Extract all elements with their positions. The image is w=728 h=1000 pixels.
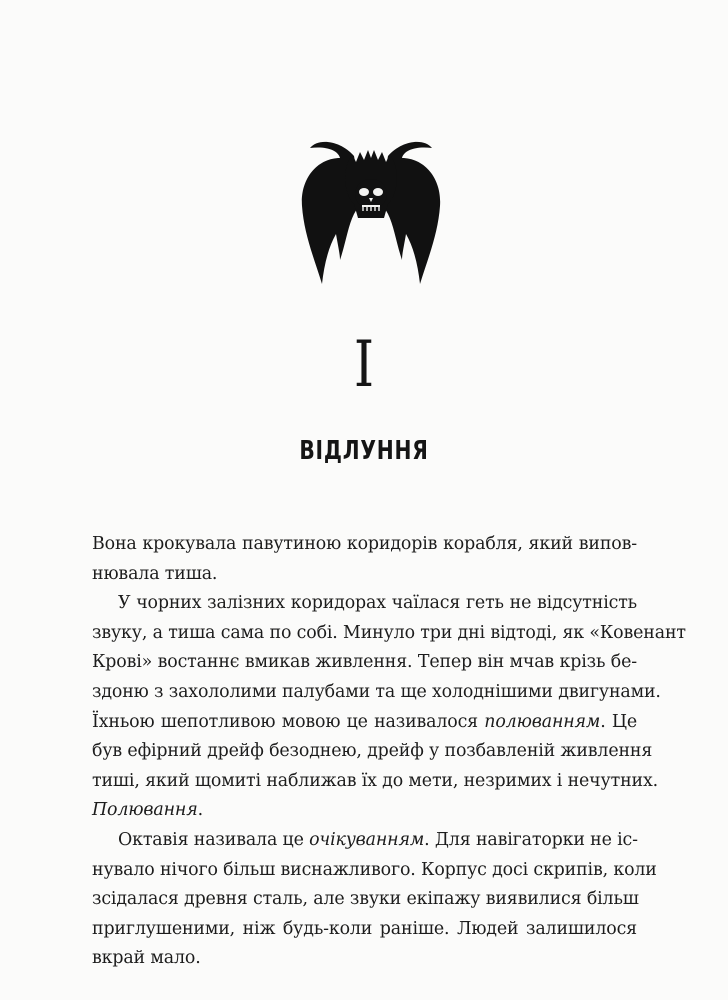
- chapter-numeral: I: [353, 328, 375, 402]
- text-segment: Крові» востаннє вмикав живлення. Тепер він мчав крізь бе-: [92, 652, 637, 673]
- text-segment: .: [197, 800, 203, 821]
- text-segment: У чорних залізних коридорах чаїлася геть не відсутність: [118, 593, 637, 614]
- text-segment: звуку, а тиша сама по собі. Минуло три дні відтоді, як «Ковенант: [92, 622, 686, 643]
- text-segment: . Для навігаторки не іс-: [424, 829, 638, 850]
- text-line: [92, 915, 637, 945]
- text-line: [92, 708, 637, 738]
- text-line: [92, 560, 637, 590]
- paragraph: [92, 826, 657, 974]
- text-line: [92, 944, 637, 974]
- text-segment: тиші, який щомиті наближав їх до мети, незримих і нечутних.: [92, 770, 658, 791]
- text-segment: був ефірний дрейф безоднею, дрейф у позбавленій живлення: [92, 741, 653, 762]
- text-line: [92, 589, 637, 619]
- chapter-title: ВІДЛУННЯ: [299, 436, 429, 466]
- text-line: [92, 856, 657, 886]
- italic-text: полюванням: [484, 711, 601, 732]
- winged-skull-icon: [296, 134, 446, 286]
- text-line: [92, 796, 637, 826]
- text-line: [92, 767, 658, 797]
- chapter-body-text: [92, 530, 686, 974]
- text-line: [92, 678, 661, 708]
- text-segment: . Це: [600, 711, 638, 732]
- text-segment: здоню з захололими палубами та ще холоднішими двигунами.: [92, 681, 661, 702]
- text-segment: Їхньою шепотливою мовою це називалося: [92, 711, 485, 732]
- text-segment: приглушеними, ніж будь-коли раніше. Людей залишилося: [92, 918, 637, 939]
- text-segment: Октавія називала це: [118, 829, 310, 850]
- italic-text: очікуванням: [309, 829, 425, 850]
- text-line: [92, 885, 637, 915]
- text-line: [92, 619, 686, 649]
- text-line: [92, 530, 637, 560]
- text-segment: вкрай мало.: [92, 948, 201, 969]
- text-segment: нювала тиша.: [92, 563, 218, 584]
- text-segment: зсідалася древня сталь, але звуки екіпажу виявилися більш: [92, 889, 639, 910]
- italic-text: Полювання: [92, 800, 198, 821]
- paragraph: [92, 530, 637, 589]
- text-segment: нувало нічого більш виснажливого. Корпус досі скрипів, коли: [92, 859, 657, 880]
- text-line: [92, 737, 653, 767]
- paragraph: [92, 589, 686, 826]
- text-line: [92, 826, 637, 856]
- text-segment: Вона крокувала павутиною коридорів корабля, який випов-: [92, 534, 637, 554]
- text-line: [92, 648, 637, 678]
